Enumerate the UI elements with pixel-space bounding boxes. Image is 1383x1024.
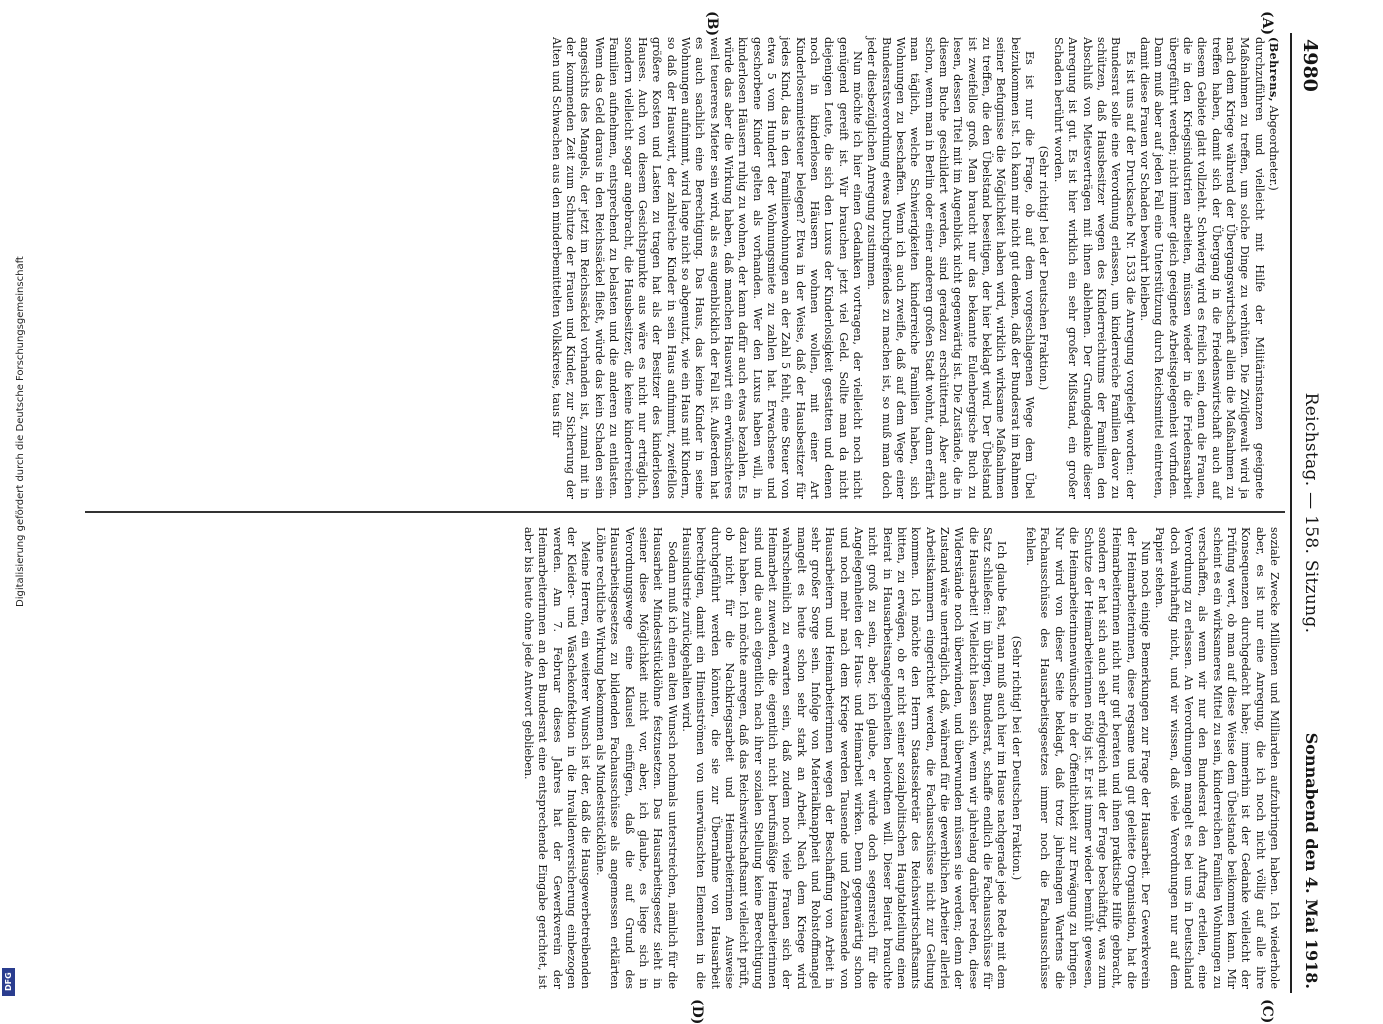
rotated-page: [80, 11, 1325, 1024]
page-header: [1291, 33, 1325, 993]
interjection: (Sehr richtig! bei der Deutschen Fraktion.): [1009, 635, 1023, 881]
margin-marker-a: (A): [1259, 11, 1275, 36]
speaker-line: [1266, 37, 1281, 499]
column-divider: [85, 511, 1285, 513]
session-date: Sonnabend den 4. Mai 1918.: [1302, 732, 1321, 989]
page-number: 4980: [1299, 39, 1321, 92]
paragraph: soziale Zwecke Millionen und Milliarden aufzubringen haben. Ich wiederhole aber, es ist nur eine Anregung, die ich noch nicht völlig auf alle ihre Konsequenzen durchgedacht habe; immerhin ist der Gedanke vielleicht der Prüfung wert, ob man auf diese Weise dem Übelstande beikommen kann. Mir scheint es ein wirksameres Mittel zu sein, kinderreichen Familien Wohnungen zu verschaffen, als wenn wir nur den Bundesrat den Auftrag erteilen, eine Verordnung zu erlassen. An Verordnungen mangelt es bei uns in Deutschland doch wahrhaftig nicht, und wir wissen, daß viele Verordnungen nur auf dem Papier stehen.: [1153, 527, 1281, 989]
paragraph: Sodann muß ich einen alten Wunsch nochmals unterstreichen, nämlich für die Hausarbeit Mindeststücklöhne festzusetzen. Das Hausarbeitsgesetz sieht in seiner diese Möglichkeit nicht vor, aber, ich glaube, es liege sich in Verordnungswege eine Klausel einfügen, daß die auf Grund des Hausarbeitsgesetzes zu bildenden Fachausschüsse als angemessen erklärten Löhne rechtliche Wirkung bekommen als Mindeststücklöhne.: [593, 527, 679, 989]
right-column: [521, 527, 1281, 989]
paragraph: Es ist uns auf der Drucksache Nr. 1533 die Anregung vorgelegt worden: der Bundesrat solle eine Verordnung erlassen, um kinderreiche Familien davor zu schützen, daß Hausbesitzer wegen des Kinderreichtums der Familien den Abschluß von Mietsverträgen mit ihnen ablehnen. Der Grundgedanke dieser Anregung ist gut. Es ist hier wirklich ein sehr großer Mißstand, ein großer Schaden berührt worden.: [1051, 37, 1137, 499]
footer-strip: [0, 0, 26, 1000]
paragraph: Nun noch einige Bemerkungen zur Frage der Hausarbeit. Der Gewerkverein der Heimarbeiterinnen, diese regsame und gut geleitete Organisation, hat die Heimarbeiterinnen nicht nur gut beraten und ihnen praktische Hilfe gebracht, sondern er hat sich auch sehr erfolgreich mit der Frage beschäftigt, was zum Schutze der Heimarbeiterinnen nötig ist. Er ist immer wieder bemüht gewesen, die Heimarbeiterinnenwünsche in der Öffentlichkeit zur Erwägung zu bringen. Nur wird von dieser Seite beklagt, daß trotz jahrelangen Wartens die Fachausschüsse des Hausarbeitsgesetzes immer noch die Fachausschüsse fehlen.: [1024, 527, 1152, 989]
dfg-logo: DFG: [2, 968, 15, 996]
left-column: [548, 37, 1281, 499]
paragraph: Es ist nur die Frage, ob auf dem vorgeschlagenen Wege dem Übel beizukommen ist. Ich kann mir nicht gut denken, daß der Bundesrat im Rahmen seiner Befugnisse die Möglichkeit haben wird, wirklich wirksame Maßnahmen zu treffen, die den Übelstand beseitigen, der hier beklagt wird. Der Übelstand ist zweifellos groß. Man braucht nur das bekannte Eulenbergische Buch zu lesen, dessen Titel mit im Augenblick nicht gegenwärtig ist. Die Zustände, die in diesem Buche geschildert werden, sind geradezu erschütternd. Aber auch schon, wenn man in Berlin oder einer anderen großen Stadt wohnt, dann erfährt man täglich, welche Schwierigkeiten kinderreiche Familien haben, sich Wohnungen zu beschaffen. Wenn ich auch zweifle, daß auf dem Wege einer Bundesratsverordnung etwas Durchgreifendes zu machen ist, so muß man doch jeder diesbezüglichen Anregung zustimmen.: [865, 37, 1037, 499]
paragraph: Meine Herren, ein weiterer Wunsch ist der, daß die Hausgewerbetreibenden der Kleider- und Wäschekonfektion in die Invalidenversicherung einbezogen werden. Am 7. Februar dieses Jahres hat der Gewerkverein der Heimarbeiterinnen an den Bundesrat eine entsprechende Eingabe gerichtet, ist aber bis heute ohne jede Antwort geblieben.: [522, 527, 593, 989]
margin-marker-b: (B): [704, 11, 720, 37]
running-title: Reichstag. — 158. Sitzung.: [1301, 392, 1321, 634]
margin-marker-d: (D): [689, 999, 705, 1024]
digitization-note: Digitalisierung gefördert durch die Deutsche Forschungsgemeinschaft: [15, 256, 26, 607]
speaker-role: Abgeordneter.): [1267, 105, 1280, 191]
header-rule: [1290, 33, 1292, 993]
paragraph: Ich glaube fast, man muß auch hier im Hause nachgerade jede Rede mit dem Satz schließen: im übrigen, Bundesrat, schaffe endlich die Fachausschüsse für die Hausarbeit! Vielleicht lassen sich, wenn wir jahrelang darüber reden, diese Widerstände noch überwinden, und überwunden müssen sie werden; denn der Zustand wäre unerträglich, daß, während für die gewerblichen Arbeiter allerlei Arbeitskammern eingerichtet werden, die Fachausschüsse nicht zur Geltung kommen. Ich möchte den Herrn Staatssekretär des Reichswirtschaftsamts bitten, zu erwägen, ob er nicht seiner sozialpolitischen Hauptabteilung einen Beirat in Hausarbeitsangelegenheiten beiordnen will. Dieser Beirat brauchte nicht groß zu sein, aber, ich glaube, er würde doch segensreich für die Angelegenheiten der Haus- und Heimarbeit wirken. Denn gegenwärtig schon und noch mehr nach dem Kriege werden Tausende und Zehntausende von Hausarbeitern und Heimarbeiterinnen wegen der Beschaffung von Arbeit in sehr großer Sorge sein. Infolge von Materialknappheit und Rohstoffmangel mangelt es heute schon sehr stark an Arbeit. Nach dem Kriege wird wahrscheinlich zu erwarten sein, daß zudem noch viele Frauen sich der Heimarbeit zuwenden, die eigentlich nicht berufsmäßige Heimarbeiterinnen sind und die auch eigentlich nach ihrer sozialen Stellung keine Berechtigung dazu haben. Ich möchte anregen, daß das Reichswirtschaftsamt vielleicht prüft, ob nicht für die Nachkriegsarbeit und Heimarbeiterinnen Ausweise durchgeführt werden könnten, die sie zur Übernahme von Hausarbeit berechtigen, damit ein Hineinströmen von unerwünschten Elementen in die Hausindustrie zurückgehalten wird.: [679, 527, 1009, 989]
margin-marker-c: (C): [1259, 999, 1275, 1024]
paragraph: Nun möchte ich hier einen Gedanken vortragen, der vielleicht noch nicht genügend gereift ist. Wir brauchen jetzt viel Geld. Sollte man da nicht diejenigen Leute, die sich den Luxus der Kinderlosigkeit gestatten und denen noch in kinderlosen Häusern wohnen wollen, mit einer Art Kinderlosenmietsteuer belegen? Etwa in der Weise, daß der Hausbesitzer für jedes Kind, das in den Familienwohnungen an der Zahl 5 fehlt, eine Steuer von etwa 5 vom Hundert der Wohnungsmiete zu zahlen hat. Erwachsene und geschorbene Kinder gelten als vorhanden. Wer den Luxus haben will, in kinderlosen Häusern ruhig zu wohnen, der kann dafür auch etwas bezahlen. Es würde das aber die Wirkung haben, daß manchen Hauswirt ein erwünschteres weil teuereres Mieter sein wird, als es augenblicklich der Fall ist. Außerdem hat es auch sachlich eine Berechtigung. Das Haus, das keine Kinder in seine Wohnungen aufnimmt, wird lange nicht so abgenutzt, wie ein Haus mit Kindern, so daß der Hauswirt, der zahlreiche Kinder in sein Haus aufnimmt, zweifellos größere Kosten und Lasten zu tragen hat als der Besitzer des kinderlosen Hauses. Auch von diesem Gesichtspunkte aus wäre es nicht nur erträglich, sondern vielleicht sogar angebracht, die Hausbesitzer, die keine kinderreichen Familien aufnehmen, entsprechend zu belasten und die anderen zu entlasten. Wenn das Geld daraus in den Reichssäckel fließt, würde das kein Schaden sein angesichts des Mangels, der jetzt im Reichssäckel vorhanden ist, zumal mit in der kommenden Zeit zum Schutze der Frauen und Kinder, zur Sicherung der Alten und Schwachen aus den minderbemittelten Volkskreise, taus für: [549, 37, 865, 499]
paragraph: durchzuführen und vielleicht mit Hilfe der Militärinstanzen geeignete Maßnahmen zu treffen, um solche Dinge zu verhüten. Die Zivilgewalt wird ja nach dem Kriege während der Übergangswirtschaft allein die Maßnahmen zu treffen haben, damit sich der Übergang in die Friedenswirtschaft auch auf diesem Gebiete glatt vollzieht. Schwierig wird es freilich sein, denn die Frauen, die in den Kriegsindustrien arbeiten, müssen wieder in die Friedensarbeit übergeführt werden; nicht immer gleich geeignete Arbeitsgelegenheit vorfinden. Dann muß aber auf jeden Fall eine Unterstützung durch Reichsmittel eintreten, damit diese Frauen vor Schaden bewahrt bleiben.: [1137, 37, 1266, 499]
interjection: (Sehr richtig! bei der Deutschen Fraktion.): [1037, 145, 1051, 391]
speaker-name: (Behrens,: [1267, 37, 1281, 102]
